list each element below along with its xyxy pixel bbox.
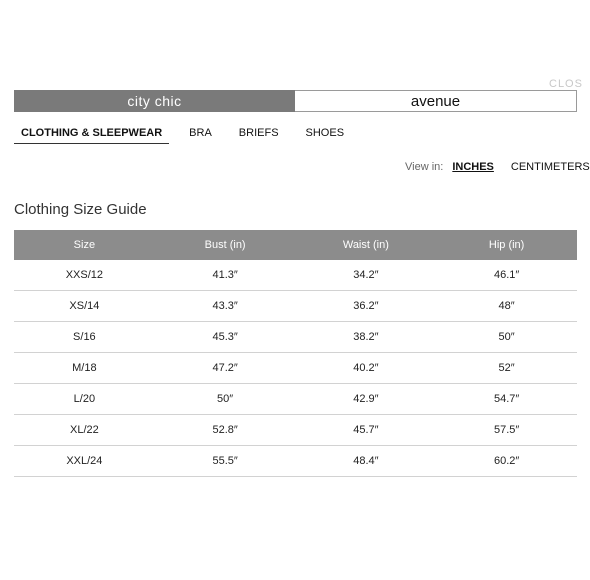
unit-inches-link[interactable]: INCHES bbox=[452, 161, 494, 173]
cell-waist: 38.2″ bbox=[296, 322, 437, 353]
brand-tab-city-chic[interactable]: city chic bbox=[14, 90, 295, 112]
tab-clothing-sleepwear[interactable]: CLOTHING & SLEEPWEAR bbox=[14, 127, 169, 144]
cell-hip: 57.5″ bbox=[436, 415, 577, 446]
cell-size: S/16 bbox=[14, 322, 155, 353]
table-header-row bbox=[14, 230, 577, 260]
cell-waist: 48.4″ bbox=[296, 446, 437, 477]
cell-size: XXS/12 bbox=[14, 260, 155, 291]
cell-waist: 42.9″ bbox=[296, 384, 437, 415]
cell-bust: 55.5″ bbox=[155, 446, 296, 477]
header-waist: Waist (in) bbox=[296, 230, 437, 260]
cell-hip: 54.7″ bbox=[436, 384, 577, 415]
table-row bbox=[14, 353, 577, 384]
table-row bbox=[14, 322, 577, 353]
cell-bust: 50″ bbox=[155, 384, 296, 415]
table-row bbox=[14, 291, 577, 322]
cell-hip: 50″ bbox=[436, 322, 577, 353]
cell-size: L/20 bbox=[14, 384, 155, 415]
brand-tabs bbox=[14, 90, 577, 112]
unit-switcher bbox=[405, 161, 590, 173]
table-row bbox=[14, 260, 577, 291]
brand-tab-avenue[interactable]: avenue bbox=[295, 90, 577, 112]
cell-size: XS/14 bbox=[14, 291, 155, 322]
cell-bust: 52.8″ bbox=[155, 415, 296, 446]
close-button[interactable]: CLOS bbox=[549, 78, 583, 90]
header-bust: Bust (in) bbox=[155, 230, 296, 260]
cell-bust: 43.3″ bbox=[155, 291, 296, 322]
category-tabs bbox=[14, 127, 364, 144]
cell-hip: 46.1″ bbox=[436, 260, 577, 291]
cell-size: M/18 bbox=[14, 353, 155, 384]
table-row bbox=[14, 446, 577, 477]
tab-briefs[interactable]: BRIEFS bbox=[238, 127, 279, 139]
cell-hip: 48″ bbox=[436, 291, 577, 322]
cell-waist: 34.2″ bbox=[296, 260, 437, 291]
cell-waist: 36.2″ bbox=[296, 291, 437, 322]
size-table bbox=[14, 230, 577, 477]
cell-size: XXL/24 bbox=[14, 446, 155, 477]
tab-shoes[interactable]: SHOES bbox=[305, 127, 345, 139]
header-size: Size bbox=[14, 230, 155, 260]
page-title: Clothing Size Guide bbox=[14, 201, 147, 218]
cell-bust: 41.3″ bbox=[155, 260, 296, 291]
table-row bbox=[14, 384, 577, 415]
unit-switcher-label: View in: bbox=[405, 161, 444, 173]
cell-waist: 40.2″ bbox=[296, 353, 437, 384]
cell-hip: 60.2″ bbox=[436, 446, 577, 477]
unit-centimeters-link[interactable]: CENTIMETERS bbox=[510, 161, 590, 173]
cell-hip: 52″ bbox=[436, 353, 577, 384]
cell-size: XL/22 bbox=[14, 415, 155, 446]
cell-bust: 45.3″ bbox=[155, 322, 296, 353]
table-row bbox=[14, 415, 577, 446]
header-hip: Hip (in) bbox=[436, 230, 577, 260]
cell-waist: 45.7″ bbox=[296, 415, 437, 446]
cell-bust: 47.2″ bbox=[155, 353, 296, 384]
tab-bra[interactable]: BRA bbox=[189, 127, 212, 139]
